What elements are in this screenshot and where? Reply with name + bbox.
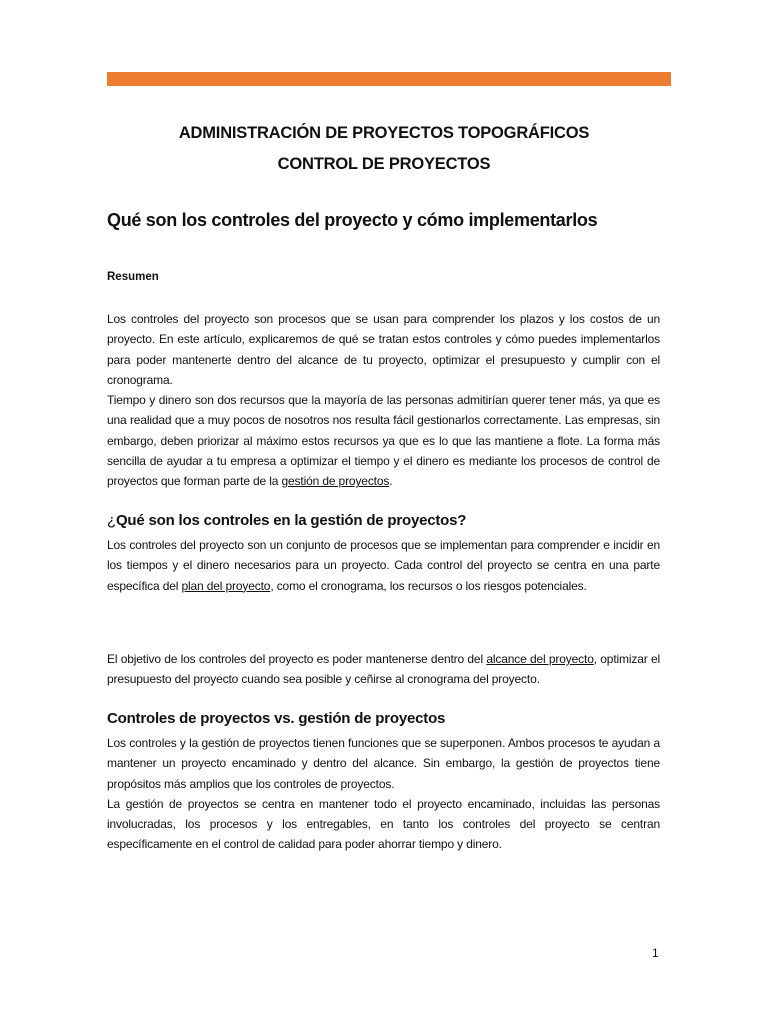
plan-del-proyecto-link[interactable]: plan del proyecto xyxy=(181,578,271,593)
section-1-heading xyxy=(107,512,466,529)
resumen-label: Resumen xyxy=(107,271,159,283)
page-number: 1 xyxy=(652,946,659,960)
section-2-paragraph-block xyxy=(107,733,660,855)
header-accent-bar xyxy=(107,72,671,86)
section-1-prefix: ¿ xyxy=(107,512,116,529)
intro-paragraph-2-end: . xyxy=(389,474,393,489)
intro-paragraph-1: Los controles del proyecto son procesos que se usan para comprender los plazos y los costos de un proyecto. En este artículo, explicaremos de qué se tratan estos controles y cómo puedes implementarlos para poder mantenerte dentro del alcance de tu proyecto, optimizar el presupuesto y cumplir con el cronograma. xyxy=(107,312,660,387)
section-1-paragraph-1 xyxy=(107,535,660,596)
gestion-de-proyectos-link[interactable]: gestión de proyectos xyxy=(281,474,390,489)
section-1-p1-text: Los controles del proyecto son un conjunto de procesos que se implementan para comprender e incidir en los tiempos y el dinero necesarios para un proyecto. Cada control del proyecto se centra en una parte específica del xyxy=(107,538,660,593)
section-2-heading: Controles de proyectos vs. gestión de proyectos xyxy=(107,710,446,727)
section-1-p1-end: , como el cronograma, los recursos o los riesgos potenciales. xyxy=(270,578,587,593)
document-subtitle: CONTROL DE PROYECTOS xyxy=(277,155,491,173)
section-1-paragraph-2 xyxy=(107,649,660,690)
intro-paragraph-block xyxy=(107,309,660,492)
section-2-paragraph-2: La gestión de proyectos se centra en mantener todo el proyecto encaminado, incluidas las personas involucradas, los procesos y los entregables, en tanto los controles del proyecto se centran específicamente en el control de calidad para poder ahorrar tiempo y dinero. xyxy=(107,796,660,852)
section-1-title: Qué son los controles en la gestión de proyectos? xyxy=(115,512,467,529)
section-1-p2-end: , optimizar el presupuesto del proyecto cuando sea posible y ceñirse al cronograma del proyecto. xyxy=(107,652,661,687)
alcance-del-proyecto-link[interactable]: alcance del proyecto xyxy=(486,652,594,666)
article-heading: Qué son los controles del proyecto y cómo implementarlos xyxy=(107,210,598,230)
intro-paragraph-2-text: Tiempo y dinero son dos recursos que la mayoría de las personas admitirían querer tener más, ya que es una realidad que a muy pocos de nosotros nos resulta fácil gestionarlos correctamente. Las empresas, sin embargo, deben priorizar al máximo estos recursos ya que es lo que las mantiene a flote. La forma más sencilla de ayudar a tu empresa a optimizar el tiempo y el dinero es mediante los procesos de control de proyectos que forman parte de la xyxy=(107,393,660,489)
section-2-paragraph-1: Los controles y la gestión de proyectos tienen funciones que se superponen. Ambos procesos te ayudan a mantener un proyecto encaminado y dentro del alcance. Sin embargo, la gestión de proyectos tiene propósitos más amplios que los controles de proyectos. xyxy=(107,736,660,791)
section-1-p2-text: El objetivo de los controles del proyecto es poder mantenerse dentro del xyxy=(107,652,487,666)
document-title: ADMINISTRACIÓN DE PROYECTOS TOPOGRÁFICOS xyxy=(178,124,590,142)
intro-paragraph-2 xyxy=(107,390,660,491)
